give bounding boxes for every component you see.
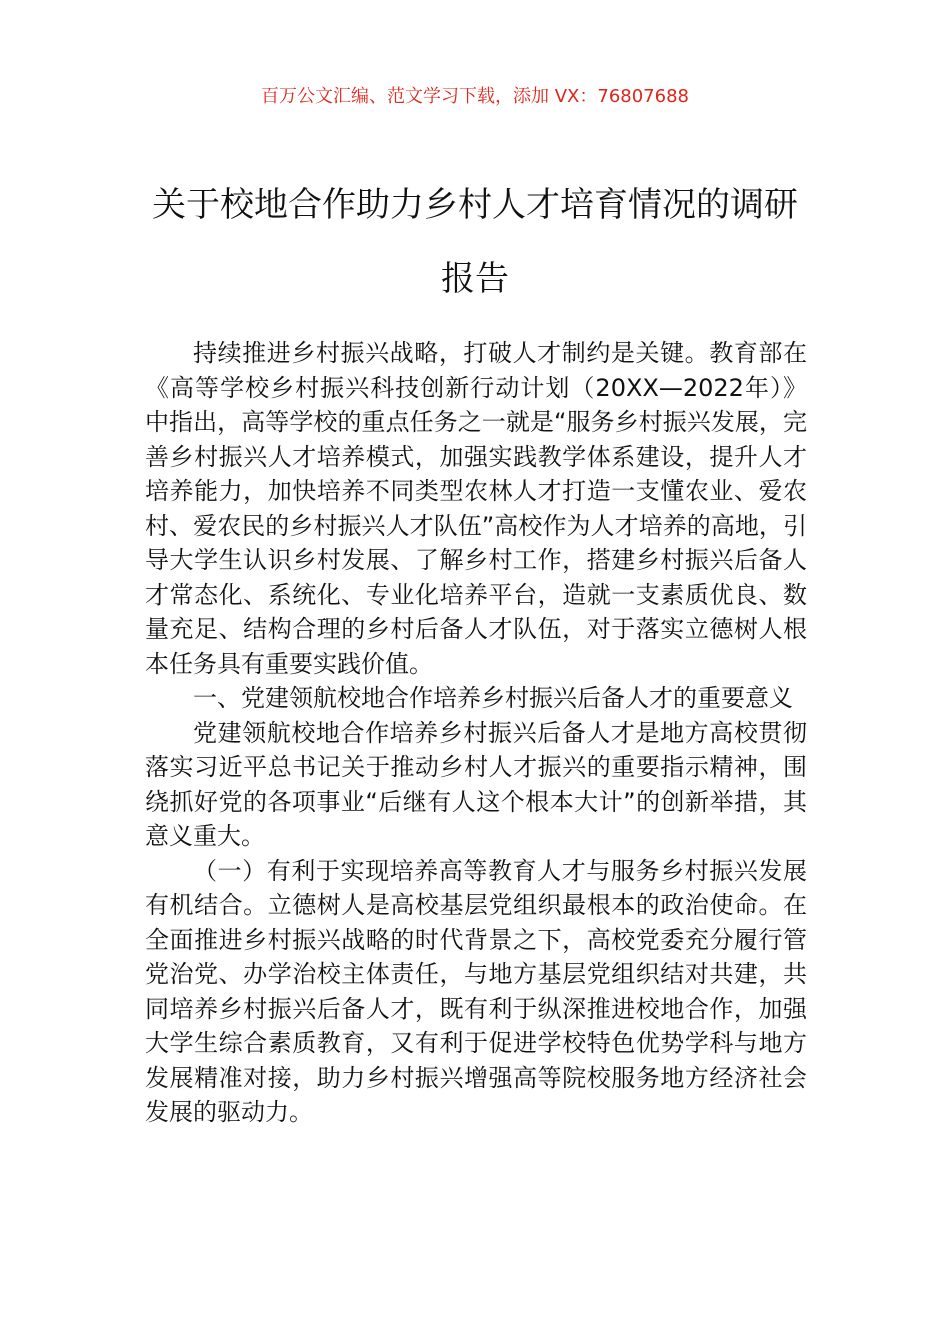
section-heading-1: 一、党建领航校地合作培养乡村振兴后备人才的重要意义 bbox=[193, 684, 793, 712]
paragraph-intro: 持续推进乡村振兴战略，打破人才制约是关键。教育部在《高等学校乡村振兴科技创新行动计划（20XX—2022年）》中指出，高等学校的重点任务之一就是“服务乡村振兴发展，完善乡村振兴人才培养模式，加强实践教学体系建设，提升人才培养能力，加快培养不同类型农林人才打造一支懂农业、爱农村、爱农民的乡村振兴人才队伍”高校作为人才培养的高地，引导大学生认识乡村发展、了解乡村工作，搭建乡村振兴后备人才常态化、系统化、专业化培养平台，造就一支素质优良、数量充足、结构合理的乡村后备人才队伍，对于落实立德树人根本任务具有重要实践价值。 bbox=[145, 339, 807, 678]
document-title: 关于校地合作助力乡村人才培育情况的调研报告 bbox=[152, 185, 798, 299]
document-body bbox=[145, 336, 807, 1130]
paragraph-point-1: （一）有利于实现培养高等教育人才与服务乡村振兴发展有机结合。立德树人是高校基层党组织最根本的政治使命。在全面推进乡村振兴战略的时代背景之下，高校党委充分履行管党治党、办学治校主体责任，与地方基层党组织结对共建，共同培养乡村振兴后备人才，既有利于纵深推进校地合作，加强大学生综合素质教育，又有利于促进学校特色优势学科与地方发展精准对接，助力乡村振兴增强高等院校服务地方经济社会发展的驱动力。 bbox=[145, 856, 807, 1126]
paragraph-significance: 党建领航校地合作培养乡村振兴后备人才是地方高校贯彻落实习近平总书记关于推动乡村人才振兴的重要指示精神，围绕抓好党的各项事业“后继有人这个根本大计”的创新举措，其意义重大。 bbox=[145, 718, 807, 850]
watermark-header: 百万公文汇编、范文学习下载，添加 VX：76807688 bbox=[261, 86, 689, 107]
